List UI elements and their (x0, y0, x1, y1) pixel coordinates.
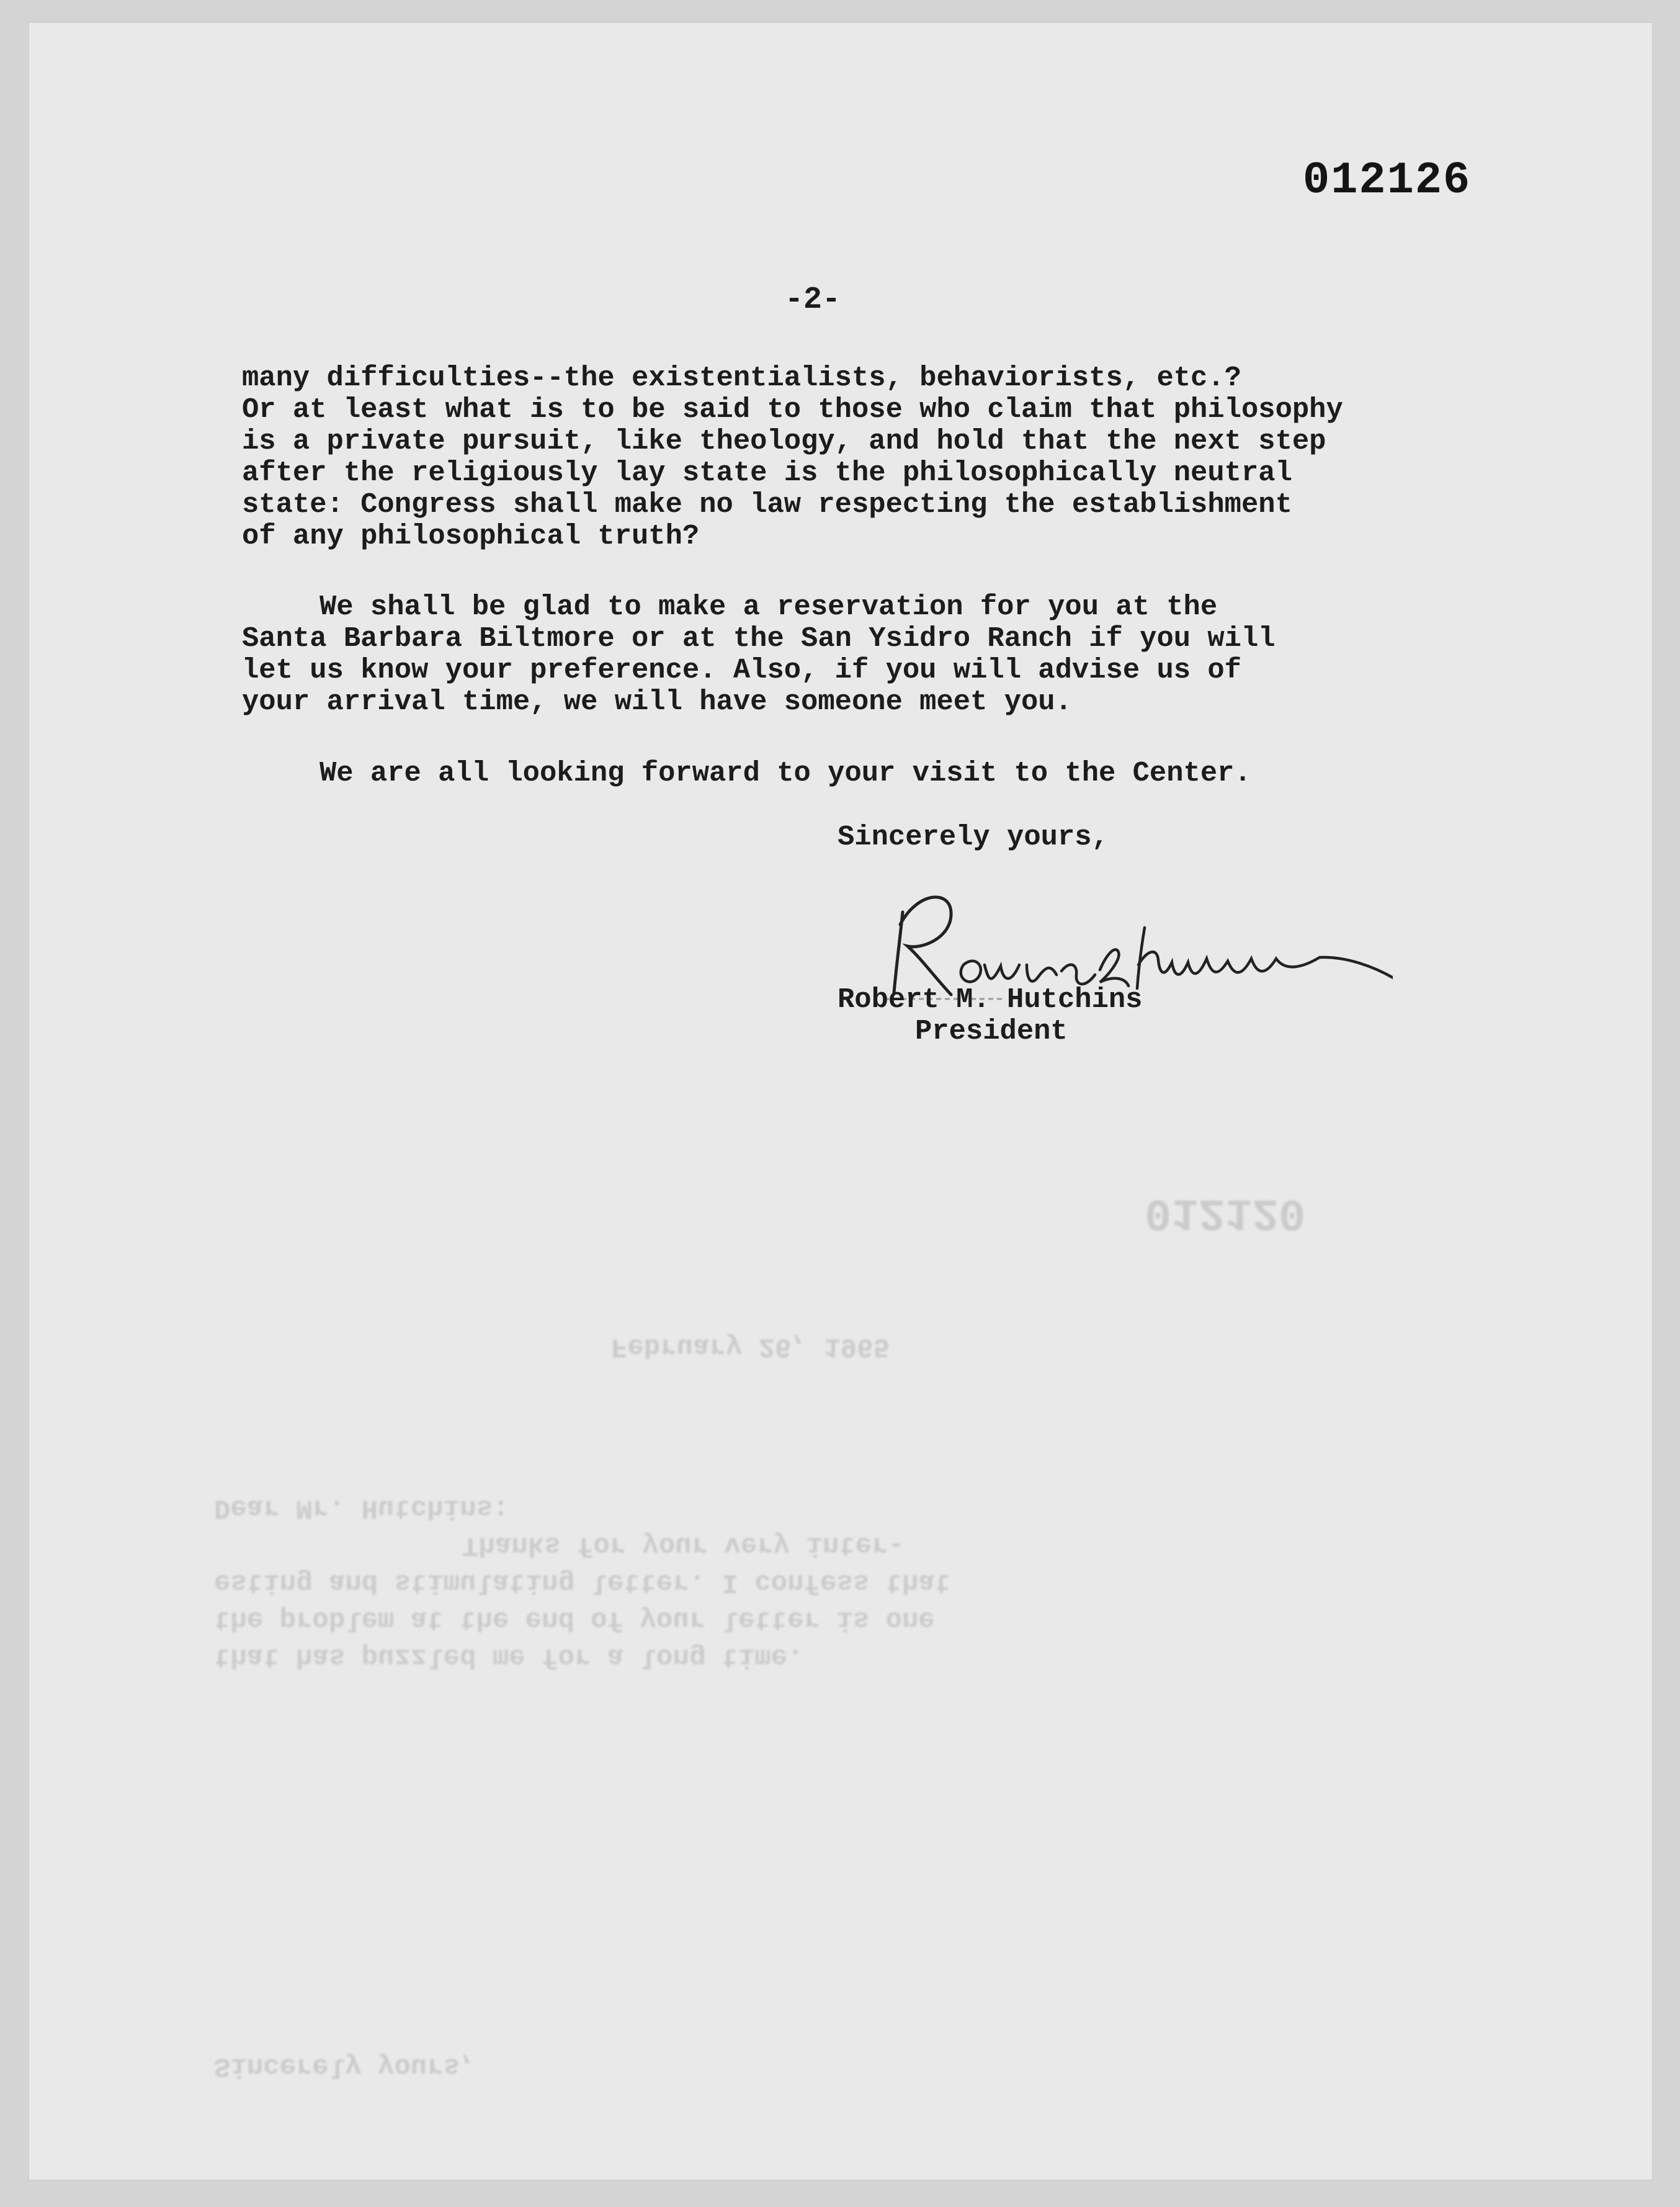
body-line: Or at least what is to be said to those who claim that philosophy (242, 393, 1343, 426)
bleed-line: Sincerely yours, (214, 2051, 476, 2082)
body-line: is a private pursuit, like theology, and hold that the next step (242, 425, 1326, 457)
signer-title: President (915, 1015, 1068, 1047)
bleed-line: that has puzzled me for a long time. (214, 1641, 804, 1672)
body-line: Santa Barbara Biltmore or at the San Ysidro Ranch if you will (242, 622, 1276, 655)
letter-page (28, 22, 1653, 2181)
body-line: your arrival time, we will have someone meet you. (242, 686, 1072, 718)
body-line: let us know your preference. Also, if you will advise us of (242, 654, 1241, 686)
body-line: after the religiously lay state is the philosophically neutral (242, 457, 1292, 489)
body-line: of any philosophical truth? (242, 520, 700, 552)
bleed-line: Thanks for your very inter- (462, 1529, 905, 1560)
bleed-line: Dear Mr. Hutchins: (214, 1492, 509, 1523)
body-line: many difficulties--the existentialists, behaviorists, etc.? (242, 362, 1241, 394)
bleed-number: 012120 (1145, 1187, 1306, 1238)
bleed-date: February 26, 1965 (611, 1331, 890, 1362)
signer-name: Robert M. Hutchins (838, 983, 1143, 1016)
closing: Sincerely yours, (838, 821, 1109, 853)
bleed-line: the problem at the end of your letter is one (214, 1604, 935, 1635)
body-line: We are all looking forward to your visit to the Center. (319, 757, 1251, 789)
page-number: -2- (785, 282, 841, 318)
bleed-line: esting and stimulating letter. I confess that (214, 1567, 952, 1598)
body-line: We shall be glad to make a reservation for you at the (319, 591, 1218, 623)
document-number: 012126 (1303, 155, 1472, 206)
body-line: state: Congress shall make no law respecting the establishment (242, 488, 1292, 521)
bleed-through-text (214, 1064, 1331, 2119)
